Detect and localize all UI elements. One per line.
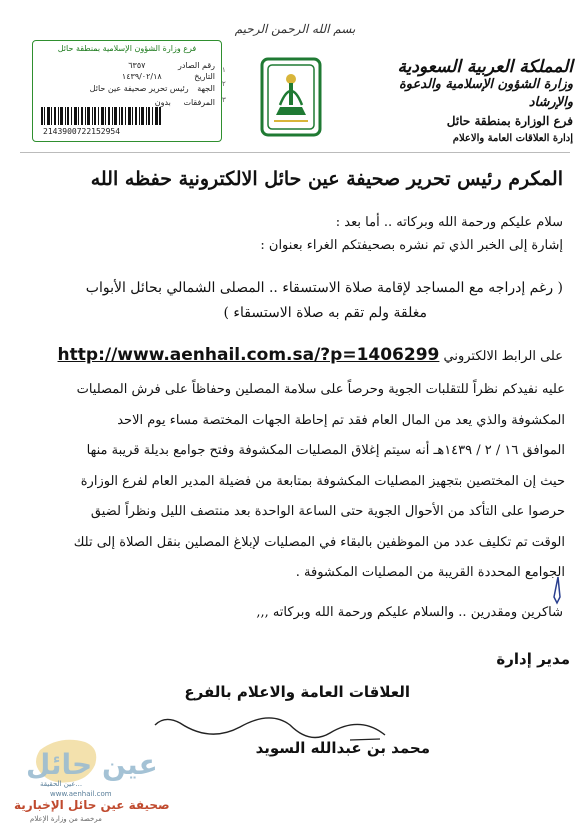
side-number: ١ [222,66,226,74]
stamp-date-row [39,72,215,81]
closing-line: شاكرين ومقدرين .. والسلام عليكم ورحمة الله وبركاته ,,, [256,605,563,620]
basmala: بسم الله الرحمن الرحيم [234,22,356,36]
salutation: المكرم رئيس تحرير صحيفة عين حائل الالكترونية حفظه الله [90,168,563,190]
signature-title-line-1: مدير إدارة [496,650,570,668]
watermark-site: www.aenhail.com [50,790,112,798]
stamp-number-row [39,61,215,70]
stamp-number-label: رقم الصادر [177,61,215,70]
stamp-attachments-value: بدون [154,98,171,107]
pen-mark-icon [548,575,564,605]
ministry-emblem-icon [258,55,324,139]
watermark-license: مرخصة من وزارة الإعلام [30,815,102,823]
body-line: الموافق ١٦ / ٢ / ١٤٣٩هـ أنه سيتم إغلاق المصليات المكشوفة وفتح جوامع بديلة قريبة منها [86,443,565,458]
body-line: المكشوفة والذي يعد من المال العام فقد تم إحاطة الجهات المختصة مساء يوم الاحد [117,412,565,428]
body-line: حيث إن المختصين بتجهيز المصليات المكشوفة بمتابعة من فضيلة المدير العام لفرع الوزارة [80,473,565,489]
watermark-tagline: عين الحقيقة... [40,780,83,788]
signatory-name: محمد بن عبدالله السويد [255,739,430,757]
letterhead [353,58,573,148]
side-number: ٢ [222,80,226,88]
body-line: عليه نفيدكم نظراً للتقلبات الجوية وحرصاً على سلامة المصلين وحفاظاً على فرش المصليات [76,382,565,397]
stamp-date-value: ١٤٣٩/٠٢/١٨ [121,72,162,81]
letterhead-department: إدارة العلاقات العامة والاعلام [452,133,573,144]
greeting: سلام عليكم ورحمة الله وبركاته .. أما بعد : [335,215,563,230]
stamp-attachments-row [39,98,215,107]
signature-title-line-2: العلاقات العامة والاعلام بالفرع [184,683,410,701]
stamp-date-label: التاريخ [194,72,215,81]
letterhead-kingdom: المملكة العربية السعودية [397,57,573,77]
reference-line: إشارة إلى الخبر الذي تم نشره بصحيفتكم الغراء بعنوان : [260,238,563,253]
barcode-number: 2143900722152954 [43,127,121,136]
barcode-icon [41,107,161,125]
quoted-headline-line-1: ( رغم إدراجه مع المساجد لإقامة صلاة الاستسقاء .. المصلى الشمالي بحائل الأبواب [85,280,563,296]
watermark-logo: عين حائل [26,748,158,781]
stamp-attachments-label: المرفقات [183,98,215,107]
body-line: حرصوا على التأكد من الأحوال الجوية حتى الساعة الواحدة بعد منتصف الليل ونظراً لضيق [90,504,565,519]
stamp-title: فرع وزارة الشؤون الإسلامية بمنطقة حائل [57,44,197,53]
stamp-entity-value: رئيس تحرير صحيفة عين حائل [89,84,189,93]
registration-stamp [32,40,222,142]
body-line: الوقت تم تكليف عدد من الموظفين بالبقاء في المصليات لإبلاغ المصلين بنقل الصلاة إلى تلك [73,534,565,550]
side-number: ٣ [222,96,226,104]
stamp-number-value: ٦٣٥٧ [128,61,146,70]
link-label: على الرابط الالكتروني [443,349,563,364]
letterhead-ministry: وزارة الشؤون الإسلامية والدعوة والإرشاد [398,77,573,110]
stamp-entity-label: الجهة [197,84,215,93]
stamp-entity-row [39,84,215,93]
link-row [23,345,563,365]
header-divider [20,152,570,153]
body-line: الجوامع المحددة القريبة من المصليات المكشوفة . [295,565,565,580]
watermark-name: صحيفة عين حائل الإخبارية [14,798,170,812]
article-link[interactable]: http://www.aenhail.com.sa/?p=1406299 [57,345,440,365]
quoted-headline-line-2: مغلقة ولم تقم به صلاة الاستسقاء ) [223,305,427,321]
body-paragraph [17,375,565,589]
letterhead-branch: فرع الوزارة بمنطقة حائل [446,114,573,128]
